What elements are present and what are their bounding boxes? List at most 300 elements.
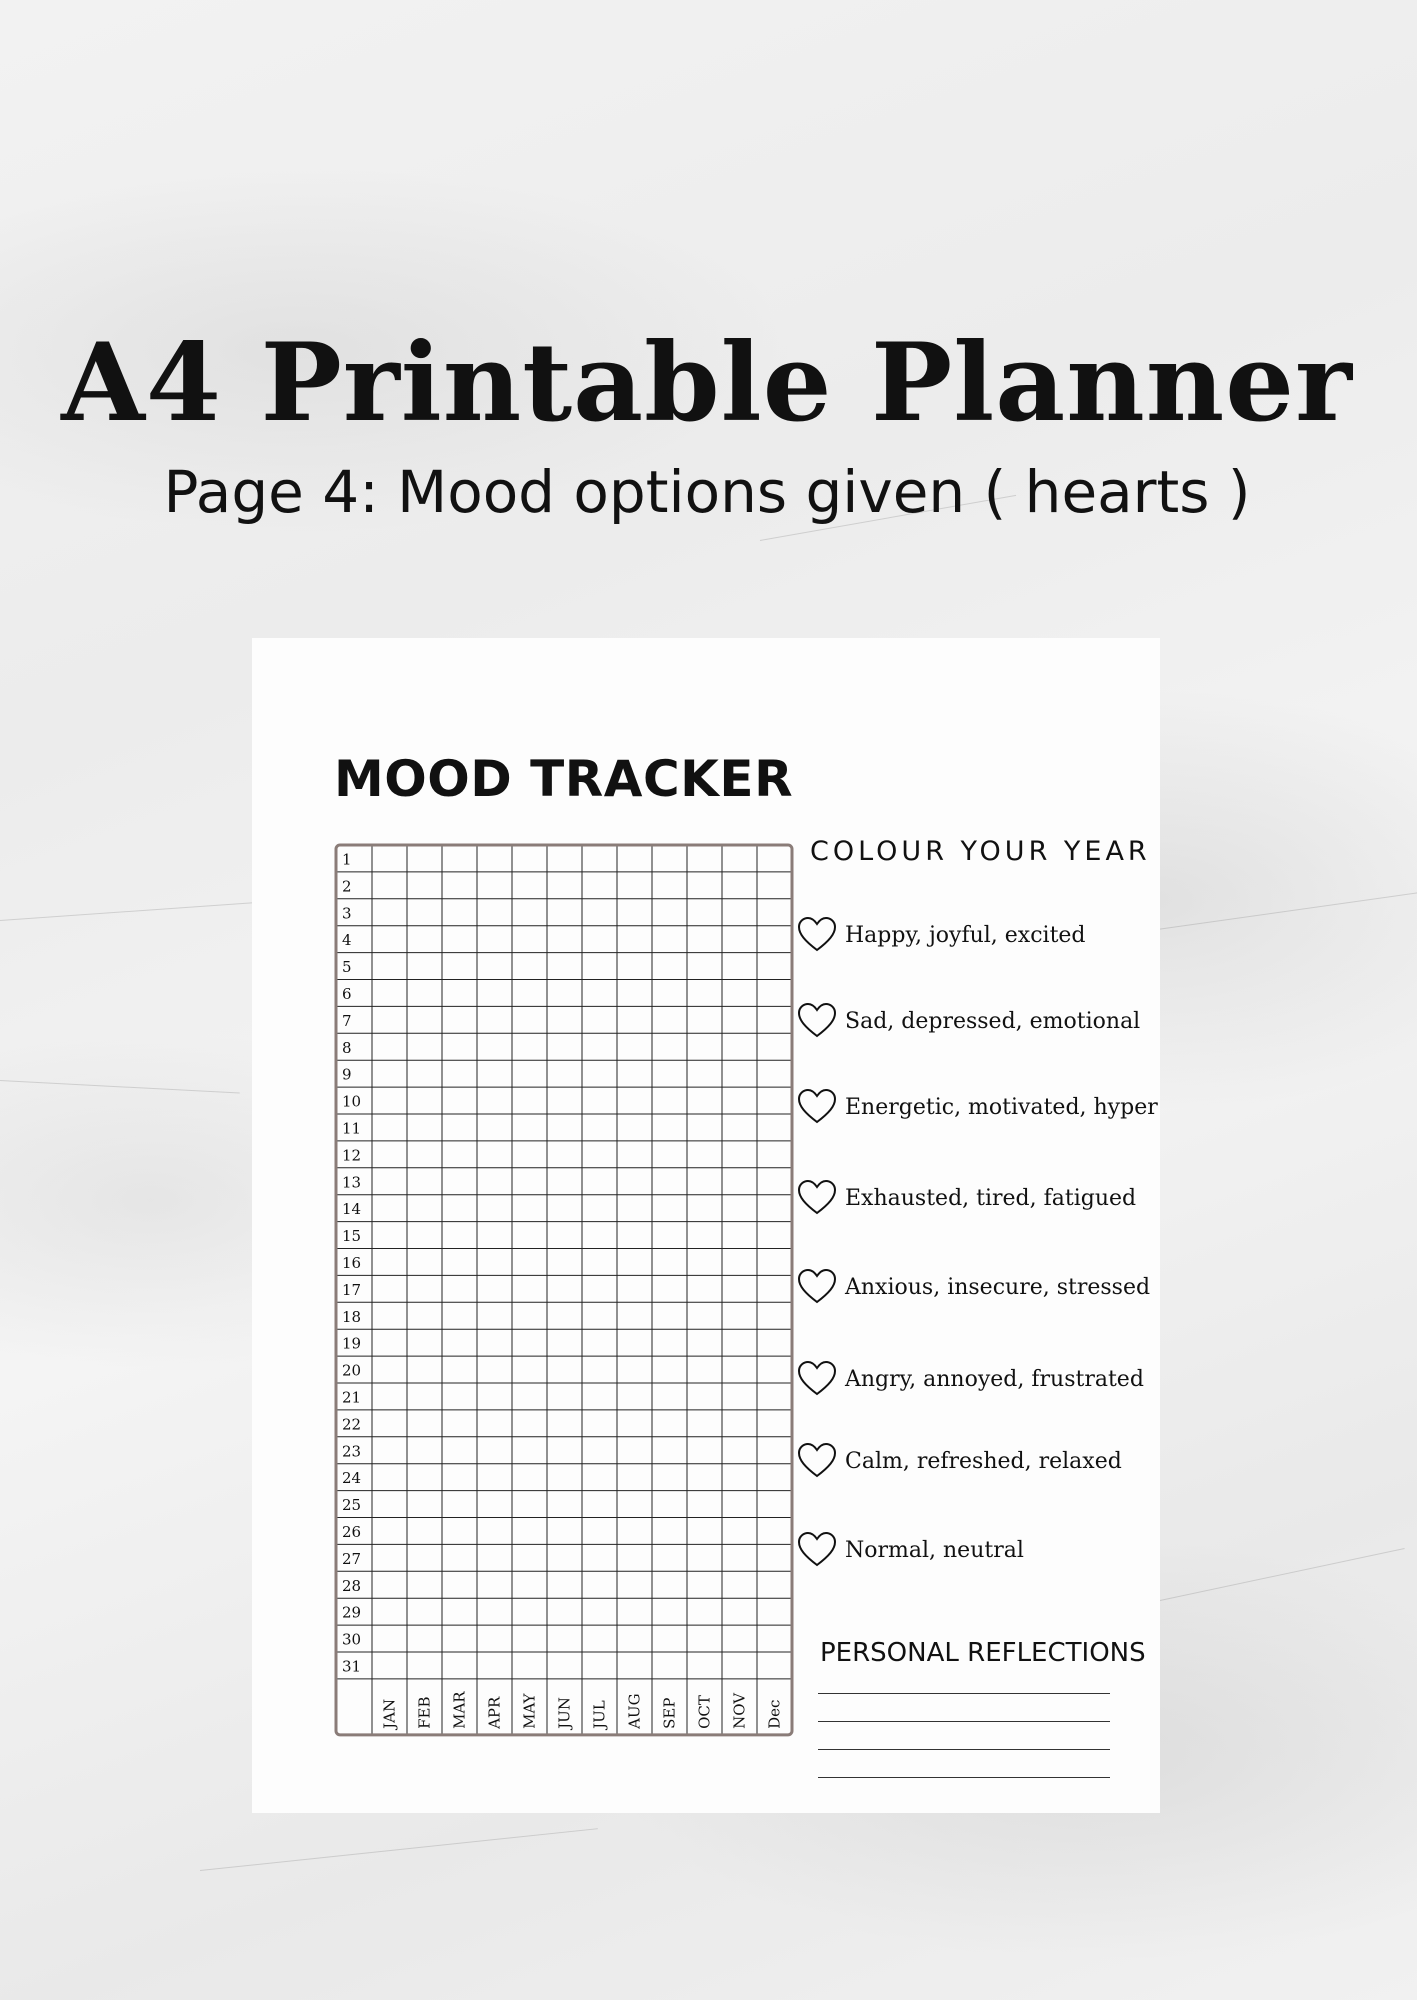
mood-cell[interactable] <box>372 1275 407 1302</box>
mood-cell[interactable] <box>687 1544 722 1571</box>
mood-cell[interactable] <box>652 1114 687 1141</box>
mood-cell[interactable] <box>547 1598 582 1625</box>
mood-cell[interactable] <box>442 1222 477 1249</box>
mood-cell[interactable] <box>722 1114 757 1141</box>
mood-cell[interactable] <box>617 980 652 1007</box>
mood-cell[interactable] <box>512 1464 547 1491</box>
mood-cell[interactable] <box>512 1437 547 1464</box>
mood-cell[interactable] <box>652 1222 687 1249</box>
mood-cell[interactable] <box>372 1114 407 1141</box>
mood-cell[interactable] <box>547 1329 582 1356</box>
mood-cell[interactable] <box>582 1356 617 1383</box>
mood-cell[interactable] <box>547 1571 582 1598</box>
mood-cell[interactable] <box>547 1249 582 1276</box>
mood-cell[interactable] <box>652 1060 687 1087</box>
mood-cell[interactable] <box>582 1491 617 1518</box>
mood-cell[interactable] <box>652 1437 687 1464</box>
mood-cell[interactable] <box>407 1356 442 1383</box>
mood-cell[interactable] <box>477 872 512 899</box>
mood-cell[interactable] <box>617 1195 652 1222</box>
mood-cell[interactable] <box>442 1571 477 1598</box>
mood-cell[interactable] <box>582 1060 617 1087</box>
mood-cell[interactable] <box>617 1329 652 1356</box>
mood-cell[interactable] <box>512 1544 547 1571</box>
mood-cell[interactable] <box>722 1544 757 1571</box>
mood-cell[interactable] <box>687 1006 722 1033</box>
mood-cell[interactable] <box>547 1275 582 1302</box>
mood-cell[interactable] <box>722 926 757 953</box>
mood-cell[interactable] <box>652 1275 687 1302</box>
mood-cell[interactable] <box>407 1518 442 1545</box>
mood-cell[interactable] <box>512 1329 547 1356</box>
mood-cell[interactable] <box>617 1598 652 1625</box>
mood-cell[interactable] <box>477 1464 512 1491</box>
mood-cell[interactable] <box>512 1302 547 1329</box>
mood-cell[interactable] <box>687 1464 722 1491</box>
mood-cell[interactable] <box>652 1464 687 1491</box>
mood-cell[interactable] <box>652 1410 687 1437</box>
mood-cell[interactable] <box>617 1652 652 1679</box>
mood-cell[interactable] <box>477 1437 512 1464</box>
mood-cell[interactable] <box>582 872 617 899</box>
mood-cell[interactable] <box>722 1249 757 1276</box>
reflection-line[interactable] <box>818 1777 1110 1778</box>
mood-cell[interactable] <box>372 1598 407 1625</box>
mood-cell[interactable] <box>757 953 792 980</box>
mood-cell[interactable] <box>547 899 582 926</box>
mood-cell[interactable] <box>547 980 582 1007</box>
mood-cell[interactable] <box>582 1518 617 1545</box>
mood-cell[interactable] <box>582 980 617 1007</box>
mood-cell[interactable] <box>582 1302 617 1329</box>
mood-cell[interactable] <box>582 1141 617 1168</box>
mood-cell[interactable] <box>652 899 687 926</box>
mood-cell[interactable] <box>757 1437 792 1464</box>
mood-cell[interactable] <box>442 1518 477 1545</box>
mood-cell[interactable] <box>722 1437 757 1464</box>
mood-cell[interactable] <box>477 1598 512 1625</box>
mood-cell[interactable] <box>407 872 442 899</box>
mood-cell[interactable] <box>477 1625 512 1652</box>
mood-cell[interactable] <box>407 1329 442 1356</box>
mood-cell[interactable] <box>407 1571 442 1598</box>
mood-cell[interactable] <box>652 1491 687 1518</box>
mood-cell[interactable] <box>372 845 407 872</box>
mood-cell[interactable] <box>617 1114 652 1141</box>
mood-cell[interactable] <box>757 1571 792 1598</box>
mood-cell[interactable] <box>582 1383 617 1410</box>
mood-cell[interactable] <box>722 1329 757 1356</box>
mood-cell[interactable] <box>757 1518 792 1545</box>
mood-cell[interactable] <box>687 926 722 953</box>
mood-cell[interactable] <box>477 980 512 1007</box>
mood-cell[interactable] <box>687 872 722 899</box>
mood-cell[interactable] <box>407 1302 442 1329</box>
mood-cell[interactable] <box>652 1544 687 1571</box>
mood-cell[interactable] <box>582 1544 617 1571</box>
mood-cell[interactable] <box>547 1437 582 1464</box>
heart-icon[interactable] <box>797 916 837 954</box>
mood-cell[interactable] <box>617 872 652 899</box>
mood-cell[interactable] <box>757 1114 792 1141</box>
mood-cell[interactable] <box>407 1544 442 1571</box>
mood-cell[interactable] <box>372 1652 407 1679</box>
mood-cell[interactable] <box>407 953 442 980</box>
mood-cell[interactable] <box>652 872 687 899</box>
mood-cell[interactable] <box>477 1571 512 1598</box>
mood-cell[interactable] <box>722 1275 757 1302</box>
mood-cell[interactable] <box>722 1383 757 1410</box>
mood-cell[interactable] <box>512 1491 547 1518</box>
mood-cell[interactable] <box>582 899 617 926</box>
mood-cell[interactable] <box>722 1141 757 1168</box>
mood-cell[interactable] <box>582 1329 617 1356</box>
mood-cell[interactable] <box>617 1060 652 1087</box>
mood-cell[interactable] <box>582 1249 617 1276</box>
mood-cell[interactable] <box>477 1356 512 1383</box>
mood-cell[interactable] <box>582 1168 617 1195</box>
mood-cell[interactable] <box>477 1033 512 1060</box>
mood-cell[interactable] <box>547 953 582 980</box>
mood-cell[interactable] <box>442 1625 477 1652</box>
mood-cell[interactable] <box>442 1652 477 1679</box>
mood-cell[interactable] <box>512 1114 547 1141</box>
mood-cell[interactable] <box>757 845 792 872</box>
mood-cell[interactable] <box>687 1249 722 1276</box>
mood-cell[interactable] <box>477 1518 512 1545</box>
mood-cell[interactable] <box>442 1006 477 1033</box>
mood-cell[interactable] <box>757 926 792 953</box>
mood-cell[interactable] <box>442 1437 477 1464</box>
mood-cell[interactable] <box>477 1141 512 1168</box>
mood-cell[interactable] <box>442 1114 477 1141</box>
mood-cell[interactable] <box>477 845 512 872</box>
heart-icon[interactable] <box>797 1002 837 1040</box>
mood-cell[interactable] <box>617 1356 652 1383</box>
mood-cell[interactable] <box>442 1249 477 1276</box>
mood-cell[interactable] <box>617 926 652 953</box>
mood-cell[interactable] <box>757 1544 792 1571</box>
mood-cell[interactable] <box>512 1087 547 1114</box>
mood-cell[interactable] <box>652 1356 687 1383</box>
mood-cell[interactable] <box>652 980 687 1007</box>
mood-cell[interactable] <box>687 1195 722 1222</box>
mood-cell[interactable] <box>582 953 617 980</box>
mood-cell[interactable] <box>652 1249 687 1276</box>
mood-cell[interactable] <box>722 1571 757 1598</box>
mood-cell[interactable] <box>477 1491 512 1518</box>
mood-cell[interactable] <box>757 1275 792 1302</box>
mood-cell[interactable] <box>477 926 512 953</box>
mood-cell[interactable] <box>407 1598 442 1625</box>
heart-icon[interactable] <box>797 1531 837 1569</box>
mood-cell[interactable] <box>372 1087 407 1114</box>
mood-cell[interactable] <box>372 1464 407 1491</box>
mood-cell[interactable] <box>722 1518 757 1545</box>
mood-cell[interactable] <box>617 1544 652 1571</box>
mood-cell[interactable] <box>512 1033 547 1060</box>
mood-cell[interactable] <box>372 1383 407 1410</box>
mood-cell[interactable] <box>757 872 792 899</box>
mood-cell[interactable] <box>757 1060 792 1087</box>
heart-icon[interactable] <box>797 1442 837 1480</box>
mood-cell[interactable] <box>442 1302 477 1329</box>
mood-cell[interactable] <box>687 845 722 872</box>
mood-cell[interactable] <box>442 1087 477 1114</box>
mood-cell[interactable] <box>652 845 687 872</box>
mood-cell[interactable] <box>512 1249 547 1276</box>
mood-cell[interactable] <box>442 845 477 872</box>
mood-cell[interactable] <box>512 1141 547 1168</box>
mood-cell[interactable] <box>617 1033 652 1060</box>
mood-cell[interactable] <box>477 1383 512 1410</box>
mood-cell[interactable] <box>652 1383 687 1410</box>
mood-cell[interactable] <box>407 1383 442 1410</box>
mood-cell[interactable] <box>582 1571 617 1598</box>
mood-cell[interactable] <box>652 926 687 953</box>
reflection-line[interactable] <box>818 1721 1110 1722</box>
mood-cell[interactable] <box>407 1060 442 1087</box>
mood-cell[interactable] <box>722 1598 757 1625</box>
mood-cell[interactable] <box>372 1060 407 1087</box>
mood-cell[interactable] <box>652 1652 687 1679</box>
mood-cell[interactable] <box>372 1437 407 1464</box>
mood-cell[interactable] <box>442 1598 477 1625</box>
mood-cell[interactable] <box>652 1598 687 1625</box>
mood-cell[interactable] <box>442 1329 477 1356</box>
mood-cell[interactable] <box>582 1275 617 1302</box>
mood-cell[interactable] <box>687 1033 722 1060</box>
mood-cell[interactable] <box>512 980 547 1007</box>
mood-cell[interactable] <box>687 1491 722 1518</box>
mood-cell[interactable] <box>617 1141 652 1168</box>
mood-cell[interactable] <box>687 1383 722 1410</box>
mood-cell[interactable] <box>687 1571 722 1598</box>
mood-cell[interactable] <box>652 1087 687 1114</box>
mood-cell[interactable] <box>442 1356 477 1383</box>
mood-cell[interactable] <box>722 953 757 980</box>
mood-cell[interactable] <box>477 1544 512 1571</box>
mood-cell[interactable] <box>477 1114 512 1141</box>
mood-cell[interactable] <box>512 1571 547 1598</box>
mood-cell[interactable] <box>477 1060 512 1087</box>
mood-cell[interactable] <box>407 1222 442 1249</box>
mood-cell[interactable] <box>512 1275 547 1302</box>
mood-cell[interactable] <box>547 1518 582 1545</box>
mood-cell[interactable] <box>617 1410 652 1437</box>
mood-cell[interactable] <box>652 1571 687 1598</box>
mood-cell[interactable] <box>512 1222 547 1249</box>
mood-cell[interactable] <box>617 1006 652 1033</box>
mood-cell[interactable] <box>722 899 757 926</box>
mood-cell[interactable] <box>617 1302 652 1329</box>
mood-cell[interactable] <box>407 1114 442 1141</box>
mood-cell[interactable] <box>372 926 407 953</box>
mood-cell[interactable] <box>582 926 617 953</box>
mood-cell[interactable] <box>722 1410 757 1437</box>
mood-cell[interactable] <box>617 1249 652 1276</box>
mood-cell[interactable] <box>757 1491 792 1518</box>
mood-cell[interactable] <box>617 1518 652 1545</box>
reflection-line[interactable] <box>818 1693 1110 1694</box>
mood-cell[interactable] <box>512 1410 547 1437</box>
mood-cell[interactable] <box>757 1383 792 1410</box>
mood-cell[interactable] <box>617 1437 652 1464</box>
mood-cell[interactable] <box>582 1410 617 1437</box>
mood-cell[interactable] <box>407 1141 442 1168</box>
mood-cell[interactable] <box>512 872 547 899</box>
mood-cell[interactable] <box>477 1087 512 1114</box>
mood-cell[interactable] <box>687 1060 722 1087</box>
mood-cell[interactable] <box>687 1518 722 1545</box>
mood-cell[interactable] <box>407 845 442 872</box>
mood-cell[interactable] <box>757 1625 792 1652</box>
mood-cell[interactable] <box>512 1168 547 1195</box>
mood-cell[interactable] <box>582 1195 617 1222</box>
mood-cell[interactable] <box>652 953 687 980</box>
mood-cell[interactable] <box>582 845 617 872</box>
mood-cell[interactable] <box>372 899 407 926</box>
mood-cell[interactable] <box>722 845 757 872</box>
mood-cell[interactable] <box>442 1060 477 1087</box>
mood-cell[interactable] <box>372 953 407 980</box>
mood-cell[interactable] <box>442 1195 477 1222</box>
mood-cell[interactable] <box>757 1249 792 1276</box>
mood-cell[interactable] <box>687 953 722 980</box>
mood-cell[interactable] <box>477 1222 512 1249</box>
mood-cell[interactable] <box>687 1625 722 1652</box>
mood-cell[interactable] <box>477 953 512 980</box>
mood-cell[interactable] <box>547 1383 582 1410</box>
mood-cell[interactable] <box>372 1195 407 1222</box>
mood-cell[interactable] <box>582 1625 617 1652</box>
mood-cell[interactable] <box>547 1464 582 1491</box>
mood-cell[interactable] <box>722 1464 757 1491</box>
mood-cell[interactable] <box>652 1329 687 1356</box>
mood-cell[interactable] <box>512 899 547 926</box>
mood-cell[interactable] <box>722 1033 757 1060</box>
mood-cell[interactable] <box>547 1060 582 1087</box>
mood-cell[interactable] <box>442 1410 477 1437</box>
mood-cell[interactable] <box>547 1087 582 1114</box>
mood-cell[interactable] <box>407 1249 442 1276</box>
mood-cell[interactable] <box>722 1006 757 1033</box>
heart-icon[interactable] <box>797 1268 837 1306</box>
heart-icon[interactable] <box>797 1088 837 1126</box>
mood-cell[interactable] <box>652 1141 687 1168</box>
mood-cell[interactable] <box>757 1598 792 1625</box>
mood-cell[interactable] <box>687 1275 722 1302</box>
reflection-line[interactable] <box>818 1749 1110 1750</box>
mood-cell[interactable] <box>442 953 477 980</box>
mood-cell[interactable] <box>442 926 477 953</box>
mood-cell[interactable] <box>547 872 582 899</box>
mood-cell[interactable] <box>582 1652 617 1679</box>
mood-cell[interactable] <box>407 1437 442 1464</box>
mood-cell[interactable] <box>652 1006 687 1033</box>
mood-cell[interactable] <box>757 1195 792 1222</box>
mood-cell[interactable] <box>617 1168 652 1195</box>
mood-cell[interactable] <box>372 1006 407 1033</box>
mood-cell[interactable] <box>547 845 582 872</box>
mood-cell[interactable] <box>547 1356 582 1383</box>
mood-cell[interactable] <box>407 1006 442 1033</box>
mood-cell[interactable] <box>617 1275 652 1302</box>
mood-cell[interactable] <box>547 1625 582 1652</box>
mood-cell[interactable] <box>757 1329 792 1356</box>
mood-cell[interactable] <box>582 1033 617 1060</box>
mood-cell[interactable] <box>442 1383 477 1410</box>
mood-cell[interactable] <box>617 953 652 980</box>
mood-cell[interactable] <box>652 1518 687 1545</box>
mood-cell[interactable] <box>722 1087 757 1114</box>
mood-cell[interactable] <box>582 1114 617 1141</box>
mood-cell[interactable] <box>512 1383 547 1410</box>
mood-cell[interactable] <box>477 1652 512 1679</box>
mood-cell[interactable] <box>372 1141 407 1168</box>
mood-cell[interactable] <box>372 1168 407 1195</box>
mood-cell[interactable] <box>372 1410 407 1437</box>
mood-cell[interactable] <box>547 1006 582 1033</box>
mood-cell[interactable] <box>722 1625 757 1652</box>
mood-cell[interactable] <box>617 1383 652 1410</box>
mood-cell[interactable] <box>547 1410 582 1437</box>
mood-cell[interactable] <box>687 1652 722 1679</box>
mood-cell[interactable] <box>547 1222 582 1249</box>
mood-cell[interactable] <box>372 872 407 899</box>
mood-cell[interactable] <box>722 980 757 1007</box>
mood-cell[interactable] <box>512 1006 547 1033</box>
mood-cell[interactable] <box>757 1168 792 1195</box>
mood-cell[interactable] <box>687 1141 722 1168</box>
mood-cell[interactable] <box>442 1141 477 1168</box>
mood-cell[interactable] <box>582 1006 617 1033</box>
mood-cell[interactable] <box>442 1275 477 1302</box>
mood-cell[interactable] <box>372 1625 407 1652</box>
mood-cell[interactable] <box>442 1033 477 1060</box>
mood-cell[interactable] <box>757 980 792 1007</box>
mood-cell[interactable] <box>757 1087 792 1114</box>
mood-cell[interactable] <box>722 1491 757 1518</box>
mood-cell[interactable] <box>722 1356 757 1383</box>
mood-cell[interactable] <box>547 1302 582 1329</box>
mood-cell[interactable] <box>442 1464 477 1491</box>
mood-cell[interactable] <box>372 1302 407 1329</box>
mood-cell[interactable] <box>372 980 407 1007</box>
mood-cell[interactable] <box>757 1464 792 1491</box>
mood-cell[interactable] <box>547 1141 582 1168</box>
mood-cell[interactable] <box>547 1652 582 1679</box>
mood-cell[interactable] <box>757 1652 792 1679</box>
mood-cell[interactable] <box>477 1249 512 1276</box>
mood-cell[interactable] <box>617 1222 652 1249</box>
mood-cell[interactable] <box>582 1598 617 1625</box>
mood-cell[interactable] <box>617 1571 652 1598</box>
mood-cell[interactable] <box>757 1006 792 1033</box>
mood-cell[interactable] <box>722 1222 757 1249</box>
mood-cell[interactable] <box>442 1544 477 1571</box>
mood-cell[interactable] <box>687 1329 722 1356</box>
mood-cell[interactable] <box>582 1464 617 1491</box>
mood-cell[interactable] <box>687 1168 722 1195</box>
mood-cell[interactable] <box>617 1464 652 1491</box>
mood-cell[interactable] <box>372 1329 407 1356</box>
mood-cell[interactable] <box>407 1087 442 1114</box>
heart-icon[interactable] <box>797 1179 837 1217</box>
mood-cell[interactable] <box>722 872 757 899</box>
mood-cell[interactable] <box>722 1195 757 1222</box>
mood-cell[interactable] <box>582 1222 617 1249</box>
